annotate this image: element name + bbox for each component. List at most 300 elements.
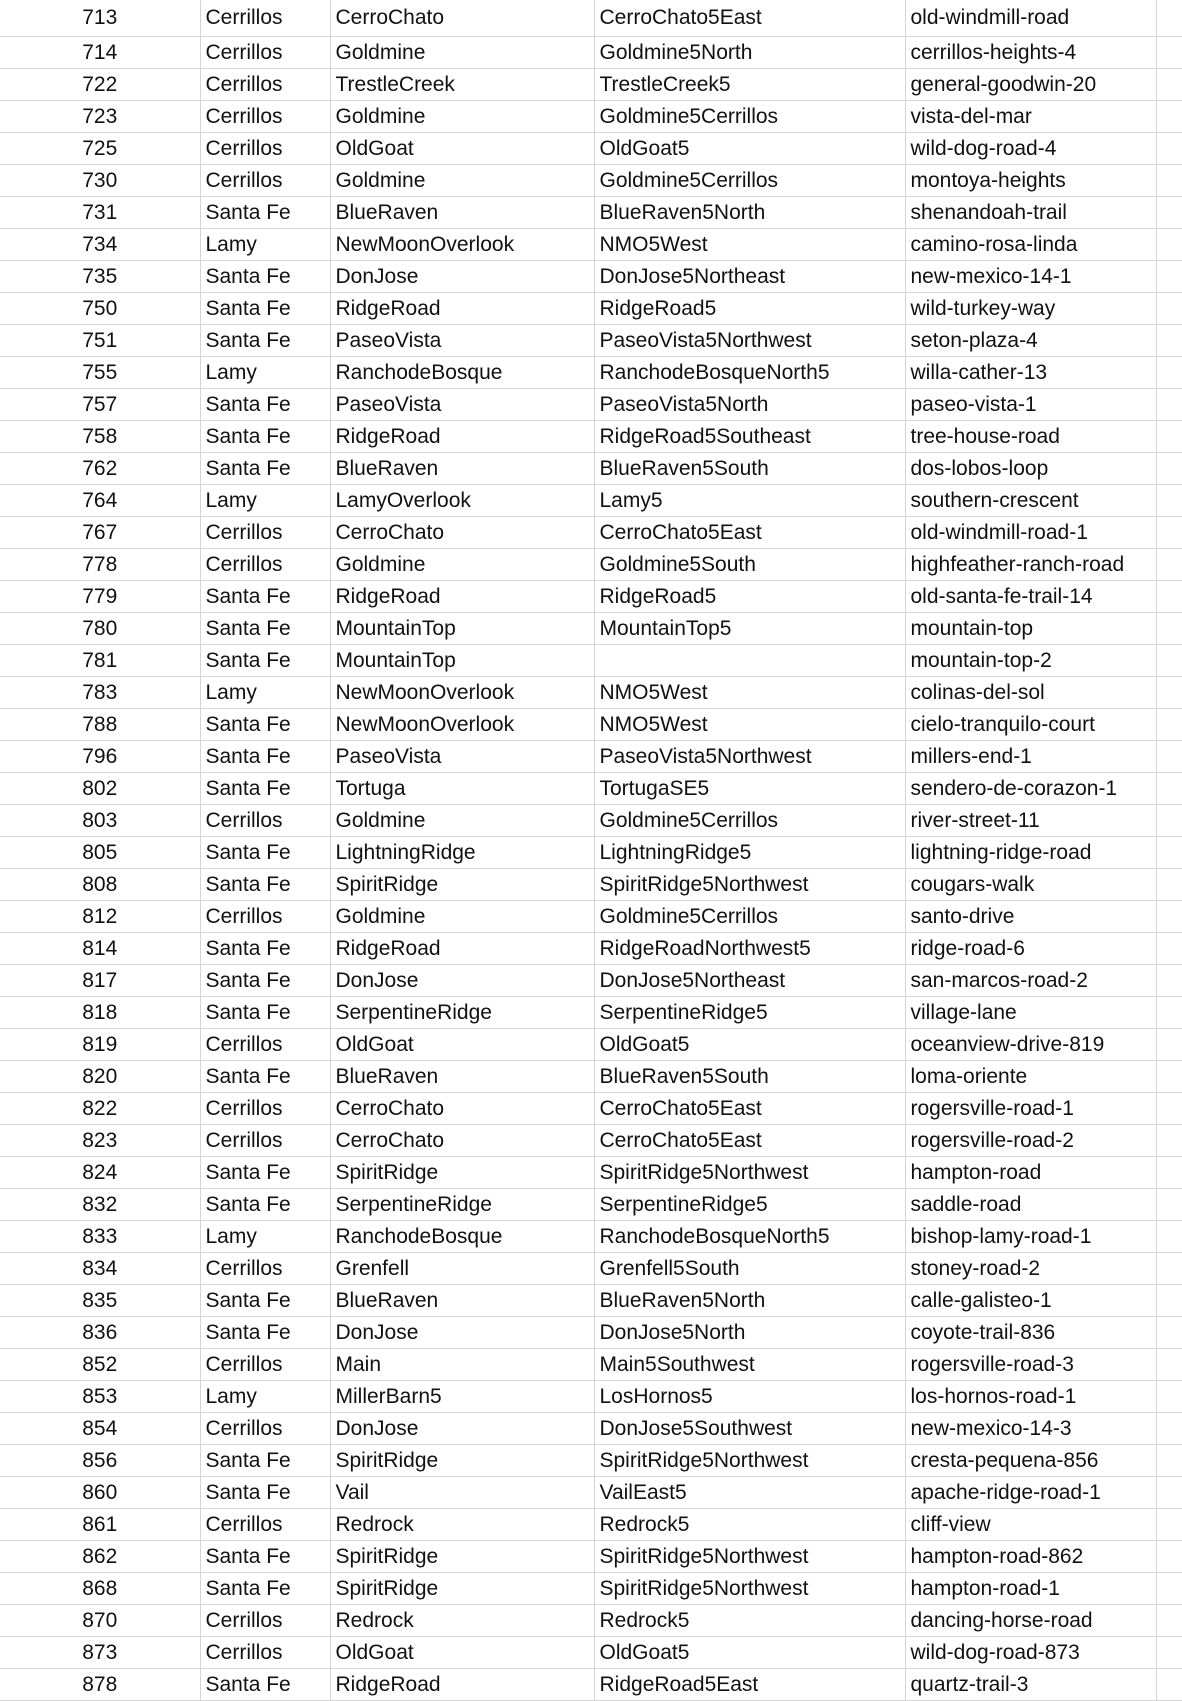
- slug-cell[interactable]: old-windmill-road-1: [905, 517, 1156, 549]
- area-cell[interactable]: MountainTop: [330, 645, 594, 677]
- area-cell[interactable]: Vail: [330, 1477, 594, 1509]
- city-cell[interactable]: Santa Fe: [200, 613, 330, 645]
- zone-cell[interactable]: DonJose5Southwest: [594, 1413, 905, 1445]
- id-cell[interactable]: 779: [0, 581, 200, 613]
- id-cell[interactable]: 873: [0, 1637, 200, 1669]
- empty-cell[interactable]: [1156, 677, 1182, 709]
- city-cell[interactable]: Cerrillos: [200, 1125, 330, 1157]
- empty-cell[interactable]: [1156, 1061, 1182, 1093]
- city-cell[interactable]: Santa Fe: [200, 261, 330, 293]
- slug-cell[interactable]: santo-drive: [905, 901, 1156, 933]
- slug-cell[interactable]: cerrillos-heights-4: [905, 37, 1156, 69]
- empty-cell[interactable]: [1156, 933, 1182, 965]
- empty-cell[interactable]: [1156, 805, 1182, 837]
- zone-cell[interactable]: SpiritRidge5Northwest: [594, 869, 905, 901]
- zone-cell[interactable]: RidgeRoad5East: [594, 1669, 905, 1701]
- zone-cell[interactable]: TrestleCreek5: [594, 69, 905, 101]
- city-cell[interactable]: Lamy: [200, 357, 330, 389]
- id-cell[interactable]: 730: [0, 165, 200, 197]
- city-cell[interactable]: Santa Fe: [200, 389, 330, 421]
- area-cell[interactable]: CerroChato: [330, 1093, 594, 1125]
- id-cell[interactable]: 852: [0, 1349, 200, 1381]
- slug-cell[interactable]: dancing-horse-road: [905, 1605, 1156, 1637]
- empty-cell[interactable]: [1156, 37, 1182, 69]
- id-cell[interactable]: 803: [0, 805, 200, 837]
- id-cell[interactable]: 854: [0, 1413, 200, 1445]
- city-cell[interactable]: Cerrillos: [200, 0, 330, 37]
- area-cell[interactable]: BlueRaven: [330, 197, 594, 229]
- zone-cell[interactable]: Goldmine5Cerrillos: [594, 901, 905, 933]
- zone-cell[interactable]: [594, 645, 905, 677]
- id-cell[interactable]: 805: [0, 837, 200, 869]
- zone-cell[interactable]: SpiritRidge5Northwest: [594, 1157, 905, 1189]
- id-cell[interactable]: 833: [0, 1221, 200, 1253]
- slug-cell[interactable]: saddle-road: [905, 1189, 1156, 1221]
- id-cell[interactable]: 751: [0, 325, 200, 357]
- area-cell[interactable]: SpiritRidge: [330, 1445, 594, 1477]
- area-cell[interactable]: Goldmine: [330, 805, 594, 837]
- slug-cell[interactable]: los-hornos-road-1: [905, 1381, 1156, 1413]
- area-cell[interactable]: RanchodeBosque: [330, 1221, 594, 1253]
- empty-cell[interactable]: [1156, 325, 1182, 357]
- empty-cell[interactable]: [1156, 485, 1182, 517]
- slug-cell[interactable]: rogersville-road-3: [905, 1349, 1156, 1381]
- slug-cell[interactable]: old-windmill-road: [905, 0, 1156, 37]
- zone-cell[interactable]: DonJose5Northeast: [594, 261, 905, 293]
- area-cell[interactable]: SpiritRidge: [330, 1573, 594, 1605]
- slug-cell[interactable]: old-santa-fe-trail-14: [905, 581, 1156, 613]
- area-cell[interactable]: DonJose: [330, 1413, 594, 1445]
- slug-cell[interactable]: mountain-top-2: [905, 645, 1156, 677]
- empty-cell[interactable]: [1156, 1573, 1182, 1605]
- id-cell[interactable]: 723: [0, 101, 200, 133]
- zone-cell[interactable]: CerroChato5East: [594, 0, 905, 37]
- zone-cell[interactable]: RidgeRoad5: [594, 293, 905, 325]
- slug-cell[interactable]: sendero-de-corazon-1: [905, 773, 1156, 805]
- zone-cell[interactable]: VailEast5: [594, 1477, 905, 1509]
- city-cell[interactable]: Cerrillos: [200, 901, 330, 933]
- zone-cell[interactable]: Goldmine5Cerrillos: [594, 101, 905, 133]
- city-cell[interactable]: Santa Fe: [200, 581, 330, 613]
- zone-cell[interactable]: Grenfell5South: [594, 1253, 905, 1285]
- city-cell[interactable]: Cerrillos: [200, 1029, 330, 1061]
- area-cell[interactable]: Tortuga: [330, 773, 594, 805]
- zone-cell[interactable]: SpiritRidge5Northwest: [594, 1573, 905, 1605]
- empty-cell[interactable]: [1156, 869, 1182, 901]
- zone-cell[interactable]: PaseoVista5North: [594, 389, 905, 421]
- id-cell[interactable]: 755: [0, 357, 200, 389]
- area-cell[interactable]: NewMoonOverlook: [330, 709, 594, 741]
- city-cell[interactable]: Cerrillos: [200, 37, 330, 69]
- area-cell[interactable]: RidgeRoad: [330, 421, 594, 453]
- city-cell[interactable]: Santa Fe: [200, 1317, 330, 1349]
- slug-cell[interactable]: southern-crescent: [905, 485, 1156, 517]
- empty-cell[interactable]: [1156, 1189, 1182, 1221]
- zone-cell[interactable]: BlueRaven5North: [594, 1285, 905, 1317]
- id-cell[interactable]: 861: [0, 1509, 200, 1541]
- area-cell[interactable]: OldGoat: [330, 1637, 594, 1669]
- zone-cell[interactable]: SpiritRidge5Northwest: [594, 1445, 905, 1477]
- zone-cell[interactable]: BlueRaven5South: [594, 1061, 905, 1093]
- area-cell[interactable]: Goldmine: [330, 101, 594, 133]
- id-cell[interactable]: 734: [0, 229, 200, 261]
- area-cell[interactable]: PaseoVista: [330, 389, 594, 421]
- id-cell[interactable]: 764: [0, 485, 200, 517]
- area-cell[interactable]: MillerBarn5: [330, 1381, 594, 1413]
- area-cell[interactable]: Redrock: [330, 1509, 594, 1541]
- id-cell[interactable]: 812: [0, 901, 200, 933]
- id-cell[interactable]: 725: [0, 133, 200, 165]
- city-cell[interactable]: Santa Fe: [200, 709, 330, 741]
- zone-cell[interactable]: Redrock5: [594, 1605, 905, 1637]
- slug-cell[interactable]: cliff-view: [905, 1509, 1156, 1541]
- slug-cell[interactable]: colinas-del-sol: [905, 677, 1156, 709]
- slug-cell[interactable]: wild-dog-road-4: [905, 133, 1156, 165]
- city-cell[interactable]: Santa Fe: [200, 1669, 330, 1701]
- slug-cell[interactable]: new-mexico-14-1: [905, 261, 1156, 293]
- slug-cell[interactable]: shenandoah-trail: [905, 197, 1156, 229]
- empty-cell[interactable]: [1156, 645, 1182, 677]
- area-cell[interactable]: PaseoVista: [330, 741, 594, 773]
- empty-cell[interactable]: [1156, 1637, 1182, 1669]
- city-cell[interactable]: Cerrillos: [200, 1509, 330, 1541]
- area-cell[interactable]: NewMoonOverlook: [330, 229, 594, 261]
- zone-cell[interactable]: LightningRidge5: [594, 837, 905, 869]
- city-cell[interactable]: Santa Fe: [200, 1061, 330, 1093]
- zone-cell[interactable]: CerroChato5East: [594, 1093, 905, 1125]
- id-cell[interactable]: 832: [0, 1189, 200, 1221]
- slug-cell[interactable]: hampton-road: [905, 1157, 1156, 1189]
- slug-cell[interactable]: hampton-road-1: [905, 1573, 1156, 1605]
- area-cell[interactable]: PaseoVista: [330, 325, 594, 357]
- empty-cell[interactable]: [1156, 901, 1182, 933]
- zone-cell[interactable]: PaseoVista5Northwest: [594, 325, 905, 357]
- slug-cell[interactable]: lightning-ridge-road: [905, 837, 1156, 869]
- zone-cell[interactable]: MountainTop5: [594, 613, 905, 645]
- slug-cell[interactable]: dos-lobos-loop: [905, 453, 1156, 485]
- empty-cell[interactable]: [1156, 1221, 1182, 1253]
- slug-cell[interactable]: vista-del-mar: [905, 101, 1156, 133]
- city-cell[interactable]: Santa Fe: [200, 933, 330, 965]
- zone-cell[interactable]: CerroChato5East: [594, 517, 905, 549]
- slug-cell[interactable]: seton-plaza-4: [905, 325, 1156, 357]
- city-cell[interactable]: Santa Fe: [200, 1477, 330, 1509]
- city-cell[interactable]: Santa Fe: [200, 645, 330, 677]
- area-cell[interactable]: OldGoat: [330, 133, 594, 165]
- area-cell[interactable]: RanchodeBosque: [330, 357, 594, 389]
- zone-cell[interactable]: RanchodeBosqueNorth5: [594, 1221, 905, 1253]
- city-cell[interactable]: Cerrillos: [200, 165, 330, 197]
- city-cell[interactable]: Cerrillos: [200, 517, 330, 549]
- id-cell[interactable]: 823: [0, 1125, 200, 1157]
- slug-cell[interactable]: paseo-vista-1: [905, 389, 1156, 421]
- empty-cell[interactable]: [1156, 133, 1182, 165]
- slug-cell[interactable]: general-goodwin-20: [905, 69, 1156, 101]
- empty-cell[interactable]: [1156, 261, 1182, 293]
- id-cell[interactable]: 750: [0, 293, 200, 325]
- empty-cell[interactable]: [1156, 581, 1182, 613]
- empty-cell[interactable]: [1156, 1125, 1182, 1157]
- empty-cell[interactable]: [1156, 1509, 1182, 1541]
- empty-cell[interactable]: [1156, 1285, 1182, 1317]
- area-cell[interactable]: DonJose: [330, 1317, 594, 1349]
- city-cell[interactable]: Santa Fe: [200, 1573, 330, 1605]
- area-cell[interactable]: RidgeRoad: [330, 293, 594, 325]
- area-cell[interactable]: CerroChato: [330, 1125, 594, 1157]
- zone-cell[interactable]: BlueRaven5South: [594, 453, 905, 485]
- empty-cell[interactable]: [1156, 997, 1182, 1029]
- city-cell[interactable]: Cerrillos: [200, 1637, 330, 1669]
- city-cell[interactable]: Cerrillos: [200, 805, 330, 837]
- id-cell[interactable]: 817: [0, 965, 200, 997]
- area-cell[interactable]: Goldmine: [330, 549, 594, 581]
- zone-cell[interactable]: Main5Southwest: [594, 1349, 905, 1381]
- area-cell[interactable]: SpiritRidge: [330, 1541, 594, 1573]
- area-cell[interactable]: OldGoat: [330, 1029, 594, 1061]
- empty-cell[interactable]: [1156, 1605, 1182, 1637]
- slug-cell[interactable]: mountain-top: [905, 613, 1156, 645]
- empty-cell[interactable]: [1156, 0, 1182, 37]
- empty-cell[interactable]: [1156, 421, 1182, 453]
- area-cell[interactable]: RidgeRoad: [330, 581, 594, 613]
- empty-cell[interactable]: [1156, 741, 1182, 773]
- zone-cell[interactable]: SpiritRidge5Northwest: [594, 1541, 905, 1573]
- empty-cell[interactable]: [1156, 1349, 1182, 1381]
- area-cell[interactable]: Goldmine: [330, 37, 594, 69]
- zone-cell[interactable]: DonJose5North: [594, 1317, 905, 1349]
- zone-cell[interactable]: SerpentineRidge5: [594, 1189, 905, 1221]
- city-cell[interactable]: Santa Fe: [200, 1157, 330, 1189]
- city-cell[interactable]: Santa Fe: [200, 997, 330, 1029]
- empty-cell[interactable]: [1156, 69, 1182, 101]
- zone-cell[interactable]: RidgeRoadNorthwest5: [594, 933, 905, 965]
- zone-cell[interactable]: DonJose5Northeast: [594, 965, 905, 997]
- id-cell[interactable]: 778: [0, 549, 200, 581]
- id-cell[interactable]: 820: [0, 1061, 200, 1093]
- zone-cell[interactable]: OldGoat5: [594, 133, 905, 165]
- empty-cell[interactable]: [1156, 773, 1182, 805]
- area-cell[interactable]: SerpentineRidge: [330, 997, 594, 1029]
- slug-cell[interactable]: camino-rosa-linda: [905, 229, 1156, 261]
- empty-cell[interactable]: [1156, 1253, 1182, 1285]
- city-cell[interactable]: Cerrillos: [200, 1093, 330, 1125]
- area-cell[interactable]: DonJose: [330, 261, 594, 293]
- city-cell[interactable]: Lamy: [200, 677, 330, 709]
- city-cell[interactable]: Santa Fe: [200, 773, 330, 805]
- slug-cell[interactable]: highfeather-ranch-road: [905, 549, 1156, 581]
- id-cell[interactable]: 836: [0, 1317, 200, 1349]
- zone-cell[interactable]: Lamy5: [594, 485, 905, 517]
- city-cell[interactable]: Santa Fe: [200, 1285, 330, 1317]
- slug-cell[interactable]: wild-dog-road-873: [905, 1637, 1156, 1669]
- empty-cell[interactable]: [1156, 1541, 1182, 1573]
- id-cell[interactable]: 868: [0, 1573, 200, 1605]
- area-cell[interactable]: CerroChato: [330, 0, 594, 37]
- city-cell[interactable]: Santa Fe: [200, 1189, 330, 1221]
- city-cell[interactable]: Cerrillos: [200, 1605, 330, 1637]
- id-cell[interactable]: 796: [0, 741, 200, 773]
- id-cell[interactable]: 758: [0, 421, 200, 453]
- zone-cell[interactable]: NMO5West: [594, 709, 905, 741]
- id-cell[interactable]: 819: [0, 1029, 200, 1061]
- area-cell[interactable]: RidgeRoad: [330, 1669, 594, 1701]
- zone-cell[interactable]: Goldmine5North: [594, 37, 905, 69]
- zone-cell[interactable]: PaseoVista5Northwest: [594, 741, 905, 773]
- area-cell[interactable]: LamyOverlook: [330, 485, 594, 517]
- id-cell[interactable]: 783: [0, 677, 200, 709]
- slug-cell[interactable]: san-marcos-road-2: [905, 965, 1156, 997]
- area-cell[interactable]: LightningRidge: [330, 837, 594, 869]
- empty-cell[interactable]: [1156, 229, 1182, 261]
- slug-cell[interactable]: wild-turkey-way: [905, 293, 1156, 325]
- id-cell[interactable]: 822: [0, 1093, 200, 1125]
- area-cell[interactable]: SpiritRidge: [330, 869, 594, 901]
- city-cell[interactable]: Santa Fe: [200, 453, 330, 485]
- city-cell[interactable]: Lamy: [200, 1381, 330, 1413]
- city-cell[interactable]: Cerrillos: [200, 101, 330, 133]
- city-cell[interactable]: Santa Fe: [200, 869, 330, 901]
- city-cell[interactable]: Lamy: [200, 485, 330, 517]
- slug-cell[interactable]: hampton-road-862: [905, 1541, 1156, 1573]
- area-cell[interactable]: Goldmine: [330, 901, 594, 933]
- empty-cell[interactable]: [1156, 1157, 1182, 1189]
- empty-cell[interactable]: [1156, 1477, 1182, 1509]
- city-cell[interactable]: Santa Fe: [200, 837, 330, 869]
- area-cell[interactable]: Grenfell: [330, 1253, 594, 1285]
- slug-cell[interactable]: millers-end-1: [905, 741, 1156, 773]
- slug-cell[interactable]: bishop-lamy-road-1: [905, 1221, 1156, 1253]
- id-cell[interactable]: 722: [0, 69, 200, 101]
- id-cell[interactable]: 788: [0, 709, 200, 741]
- id-cell[interactable]: 731: [0, 197, 200, 229]
- city-cell[interactable]: Santa Fe: [200, 325, 330, 357]
- id-cell[interactable]: 808: [0, 869, 200, 901]
- slug-cell[interactable]: coyote-trail-836: [905, 1317, 1156, 1349]
- zone-cell[interactable]: SerpentineRidge5: [594, 997, 905, 1029]
- area-cell[interactable]: SerpentineRidge: [330, 1189, 594, 1221]
- id-cell[interactable]: 814: [0, 933, 200, 965]
- zone-cell[interactable]: TortugaSE5: [594, 773, 905, 805]
- id-cell[interactable]: 860: [0, 1477, 200, 1509]
- slug-cell[interactable]: stoney-road-2: [905, 1253, 1156, 1285]
- slug-cell[interactable]: village-lane: [905, 997, 1156, 1029]
- empty-cell[interactable]: [1156, 549, 1182, 581]
- id-cell[interactable]: 762: [0, 453, 200, 485]
- city-cell[interactable]: Santa Fe: [200, 1445, 330, 1477]
- zone-cell[interactable]: Redrock5: [594, 1509, 905, 1541]
- empty-cell[interactable]: [1156, 453, 1182, 485]
- slug-cell[interactable]: loma-oriente: [905, 1061, 1156, 1093]
- slug-cell[interactable]: new-mexico-14-3: [905, 1413, 1156, 1445]
- zone-cell[interactable]: LosHornos5: [594, 1381, 905, 1413]
- city-cell[interactable]: Lamy: [200, 229, 330, 261]
- id-cell[interactable]: 757: [0, 389, 200, 421]
- area-cell[interactable]: Goldmine: [330, 165, 594, 197]
- slug-cell[interactable]: cougars-walk: [905, 869, 1156, 901]
- slug-cell[interactable]: calle-galisteo-1: [905, 1285, 1156, 1317]
- zone-cell[interactable]: Goldmine5Cerrillos: [594, 805, 905, 837]
- id-cell[interactable]: 818: [0, 997, 200, 1029]
- slug-cell[interactable]: rogersville-road-2: [905, 1125, 1156, 1157]
- empty-cell[interactable]: [1156, 1413, 1182, 1445]
- empty-cell[interactable]: [1156, 1093, 1182, 1125]
- city-cell[interactable]: Santa Fe: [200, 421, 330, 453]
- id-cell[interactable]: 834: [0, 1253, 200, 1285]
- id-cell[interactable]: 862: [0, 1541, 200, 1573]
- area-cell[interactable]: DonJose: [330, 965, 594, 997]
- area-cell[interactable]: BlueRaven: [330, 453, 594, 485]
- city-cell[interactable]: Cerrillos: [200, 549, 330, 581]
- city-cell[interactable]: Santa Fe: [200, 965, 330, 997]
- empty-cell[interactable]: [1156, 517, 1182, 549]
- id-cell[interactable]: 835: [0, 1285, 200, 1317]
- city-cell[interactable]: Santa Fe: [200, 197, 330, 229]
- empty-cell[interactable]: [1156, 1669, 1182, 1701]
- area-cell[interactable]: NewMoonOverlook: [330, 677, 594, 709]
- zone-cell[interactable]: BlueRaven5North: [594, 197, 905, 229]
- id-cell[interactable]: 714: [0, 37, 200, 69]
- zone-cell[interactable]: OldGoat5: [594, 1029, 905, 1061]
- slug-cell[interactable]: rogersville-road-1: [905, 1093, 1156, 1125]
- id-cell[interactable]: 870: [0, 1605, 200, 1637]
- empty-cell[interactable]: [1156, 357, 1182, 389]
- empty-cell[interactable]: [1156, 709, 1182, 741]
- slug-cell[interactable]: cresta-pequena-856: [905, 1445, 1156, 1477]
- empty-cell[interactable]: [1156, 389, 1182, 421]
- area-cell[interactable]: BlueRaven: [330, 1061, 594, 1093]
- area-cell[interactable]: SpiritRidge: [330, 1157, 594, 1189]
- id-cell[interactable]: 824: [0, 1157, 200, 1189]
- city-cell[interactable]: Cerrillos: [200, 133, 330, 165]
- city-cell[interactable]: Santa Fe: [200, 1541, 330, 1573]
- empty-cell[interactable]: [1156, 101, 1182, 133]
- empty-cell[interactable]: [1156, 1029, 1182, 1061]
- id-cell[interactable]: 856: [0, 1445, 200, 1477]
- slug-cell[interactable]: river-street-11: [905, 805, 1156, 837]
- city-cell[interactable]: Cerrillos: [200, 1413, 330, 1445]
- zone-cell[interactable]: RidgeRoad5Southeast: [594, 421, 905, 453]
- zone-cell[interactable]: NMO5West: [594, 677, 905, 709]
- id-cell[interactable]: 853: [0, 1381, 200, 1413]
- slug-cell[interactable]: willa-cather-13: [905, 357, 1156, 389]
- empty-cell[interactable]: [1156, 1381, 1182, 1413]
- city-cell[interactable]: Cerrillos: [200, 1253, 330, 1285]
- id-cell[interactable]: 878: [0, 1669, 200, 1701]
- area-cell[interactable]: Main: [330, 1349, 594, 1381]
- area-cell[interactable]: RidgeRoad: [330, 933, 594, 965]
- id-cell[interactable]: 781: [0, 645, 200, 677]
- slug-cell[interactable]: tree-house-road: [905, 421, 1156, 453]
- city-cell[interactable]: Lamy: [200, 1221, 330, 1253]
- zone-cell[interactable]: NMO5West: [594, 229, 905, 261]
- zone-cell[interactable]: OldGoat5: [594, 1637, 905, 1669]
- zone-cell[interactable]: RanchodeBosqueNorth5: [594, 357, 905, 389]
- area-cell[interactable]: BlueRaven: [330, 1285, 594, 1317]
- id-cell[interactable]: 802: [0, 773, 200, 805]
- slug-cell[interactable]: quartz-trail-3: [905, 1669, 1156, 1701]
- area-cell[interactable]: Redrock: [330, 1605, 594, 1637]
- zone-cell[interactable]: Goldmine5Cerrillos: [594, 165, 905, 197]
- zone-cell[interactable]: RidgeRoad5: [594, 581, 905, 613]
- area-cell[interactable]: MountainTop: [330, 613, 594, 645]
- empty-cell[interactable]: [1156, 165, 1182, 197]
- id-cell[interactable]: 735: [0, 261, 200, 293]
- slug-cell[interactable]: ridge-road-6: [905, 933, 1156, 965]
- area-cell[interactable]: TrestleCreek: [330, 69, 594, 101]
- empty-cell[interactable]: [1156, 613, 1182, 645]
- empty-cell[interactable]: [1156, 1445, 1182, 1477]
- city-cell[interactable]: Santa Fe: [200, 741, 330, 773]
